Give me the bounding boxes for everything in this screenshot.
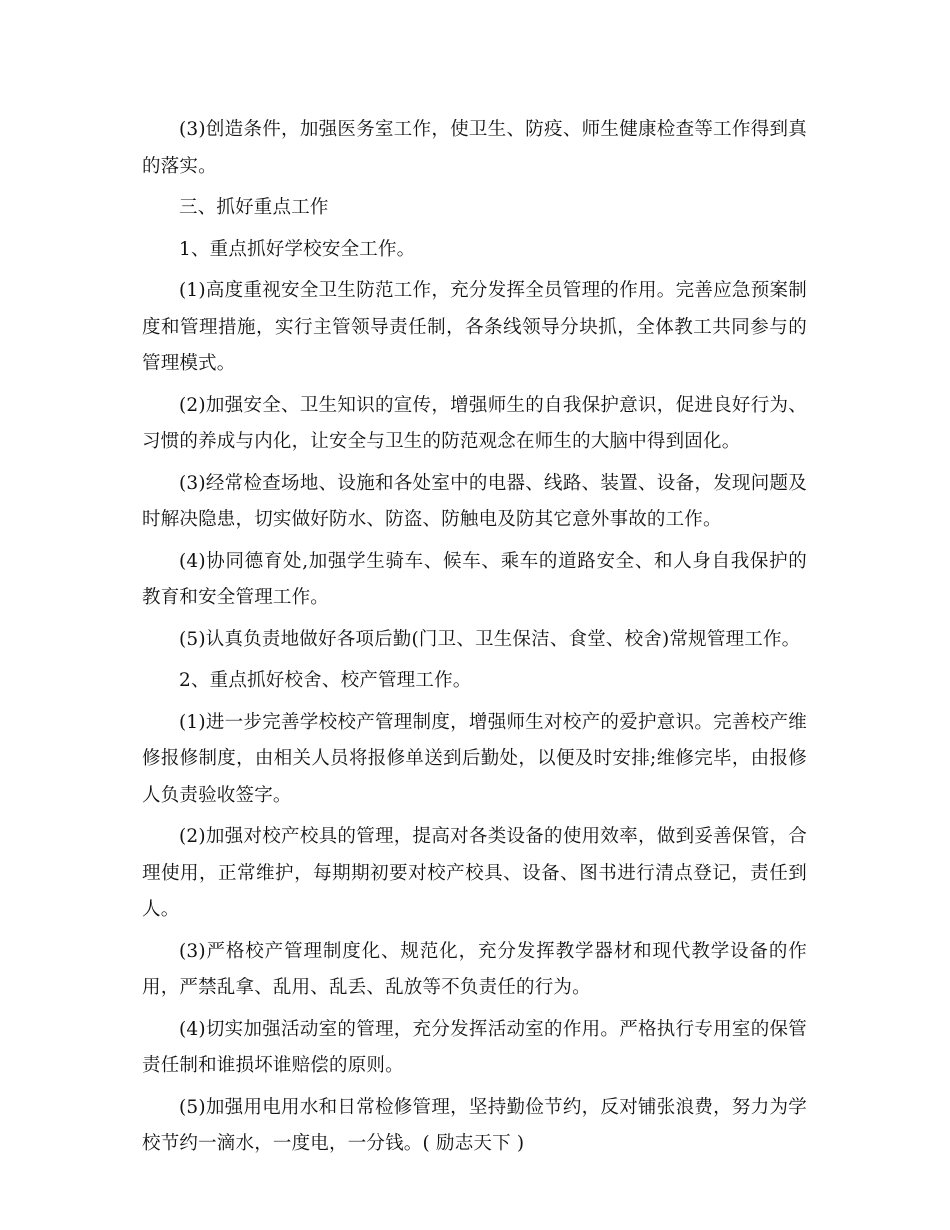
paragraph-item: (1)高度重视安全卫生防范工作，充分发挥全员管理的作用。完善应急预案制度和管理措施，实行主管领导责任制，各条线领导分块抓，全体教工共同参与的管理模式。 <box>142 280 807 374</box>
paragraph-item: (4)切实加强活动室的管理，充分发挥活动室的作用。严格执行专用室的保管责任制和谁损坏谁赔偿的原则。 <box>142 1018 807 1076</box>
paragraph-item: (5)认真负责地做好各项后勤(门卫、卫生保洁、食堂、校舍)常规管理工作。 <box>179 628 801 650</box>
subheading: 2、重点抓好校舍、校产管理工作。 <box>179 670 472 691</box>
paragraph-item: (3)严格校产管理制度化、规范化，充分发挥教学器材和现代教学设备的作用，严禁乱拿、乱用、乱丢、乱放等不负责任的行为。 <box>142 940 807 998</box>
paragraph-item: (4)协同德育处,加强学生骑车、候车、乘车的道路安全、和人身自我保护的教育和安全管理工作。 <box>142 550 807 608</box>
subheading: 1、重点抓好学校安全工作。 <box>179 238 416 260</box>
document-body <box>142 112 807 1168</box>
paragraph-item: (5)加强用电用水和日常检修管理，坚持勤俭节约，反对铺张浪费，努力为学校节约一滴水，一度电，一分钱。( 励志天下 ) <box>142 1096 807 1154</box>
paragraph-item: (1)进一步完善学校校产管理制度，增强师生对校产的爱护意识。完善校产维修报修制度，由相关人员将报修单送到后勤处，以便及时安排;维修完毕，由报修人负责验收签字。 <box>142 711 807 806</box>
paragraph-item: (3)经常检查场地、设施和各处室中的电器、线路、装置、设备，发现问题及时解决隐患，切实做好防水、防盗、防触电及防其它意外事故的工作。 <box>142 472 807 530</box>
section-heading: 三、抓好重点工作 <box>179 197 329 218</box>
paragraph-item: (2)加强安全、卫生知识的宣传，增强师生的自我保护意识，促进良好行为、习惯的养成与内化，让安全与卫生的防范观念在师生的大脑中得到固化。 <box>142 394 807 452</box>
paragraph-item: (3)创造条件，加强医务室工作，使卫生、防疫、师生健康检查等工作得到真的落实。 <box>142 119 807 177</box>
paragraph-item: (2)加强对校产校具的管理，提高对各类设备的使用效率，做到妥善保管，合理使用，正常维护，每期期初要对校产校具、设备、图书进行清点登记，责任到人。 <box>142 826 807 920</box>
